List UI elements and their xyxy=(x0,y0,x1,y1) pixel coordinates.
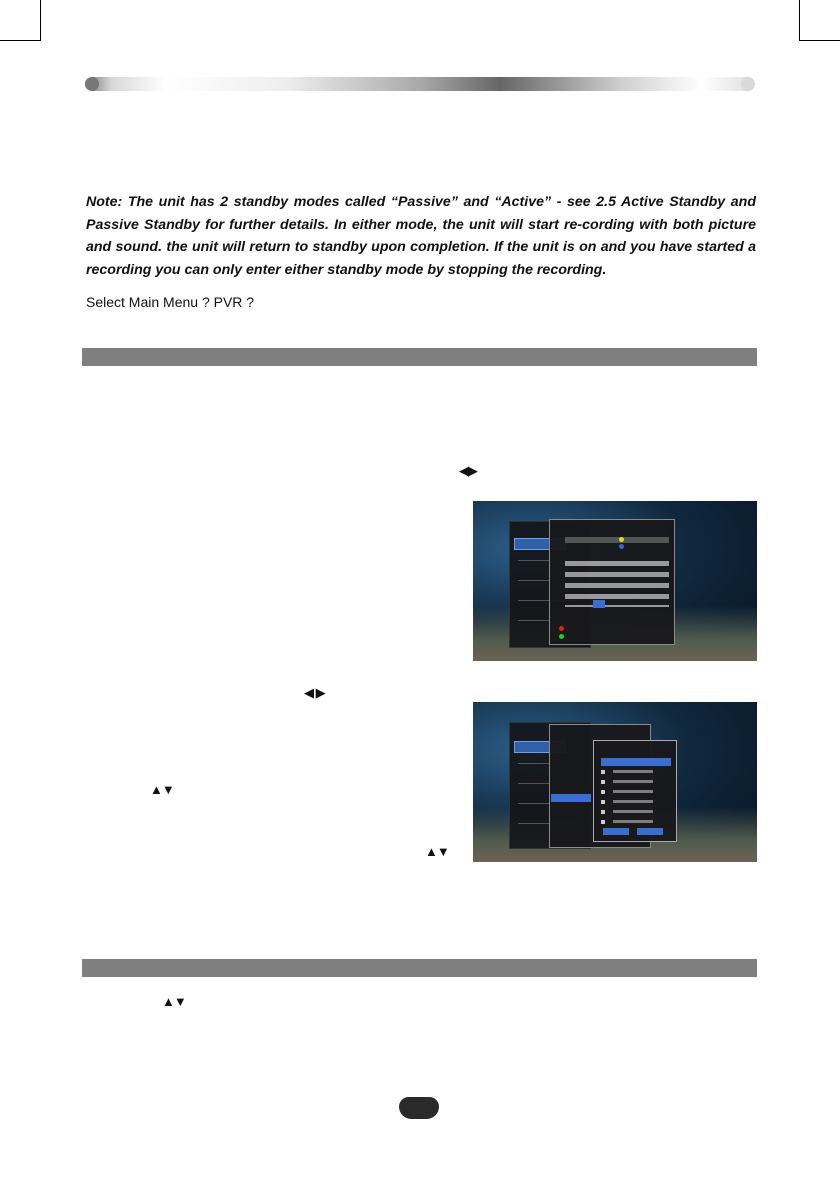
up-down-arrow-icon: ▲▼ xyxy=(162,994,186,1009)
blue-key-icon xyxy=(619,544,624,549)
weekday-radio-column xyxy=(601,770,605,826)
up-down-arrow-icon: ▲▼ xyxy=(150,782,174,797)
header-bar-right-cap xyxy=(741,77,755,91)
yellow-key-icon xyxy=(619,537,624,542)
section-header-bar-2 xyxy=(82,959,757,977)
page-number-badge xyxy=(399,1097,439,1119)
cancel-button xyxy=(637,828,663,835)
section-header-bar-1 xyxy=(82,348,757,366)
up-down-arrow-icon: ▲▼ xyxy=(425,844,449,859)
add-schedule-screenshot xyxy=(473,702,757,862)
crop-mark-top-left xyxy=(0,0,41,41)
calendar-selected-day xyxy=(593,600,605,608)
header-bar-left-cap xyxy=(85,77,99,91)
header-decorative-bar xyxy=(85,77,755,91)
red-key-icon xyxy=(559,626,564,631)
green-key-icon xyxy=(559,634,564,639)
calendar-screenshot xyxy=(473,501,757,661)
weekday-label-column xyxy=(613,770,653,826)
left-right-arrow-icon: ◀ ▶ xyxy=(304,685,325,700)
menu-path-instruction: Select Main Menu ? PVR ? xyxy=(86,294,255,310)
left-right-arrow-icon: ◀▶ xyxy=(459,463,477,478)
standby-note: Note: The unit has 2 standby modes called “Passive” and “Active” - see 2.5 Active Standby and Passive Standby for further details. In either mode, the unit will start re-cording with both picture and sound. the unit will return to standby upon completion. If the unit is on and you have started a recording you can only enter either standby mode by stopping the recording. xyxy=(86,194,756,278)
weekday-selected-row xyxy=(601,758,671,766)
selected-field xyxy=(551,794,591,802)
ok-button xyxy=(603,828,629,835)
calendar-day-grid xyxy=(565,561,669,607)
crop-mark-top-right xyxy=(799,0,840,41)
calendar-header-row xyxy=(565,537,669,543)
